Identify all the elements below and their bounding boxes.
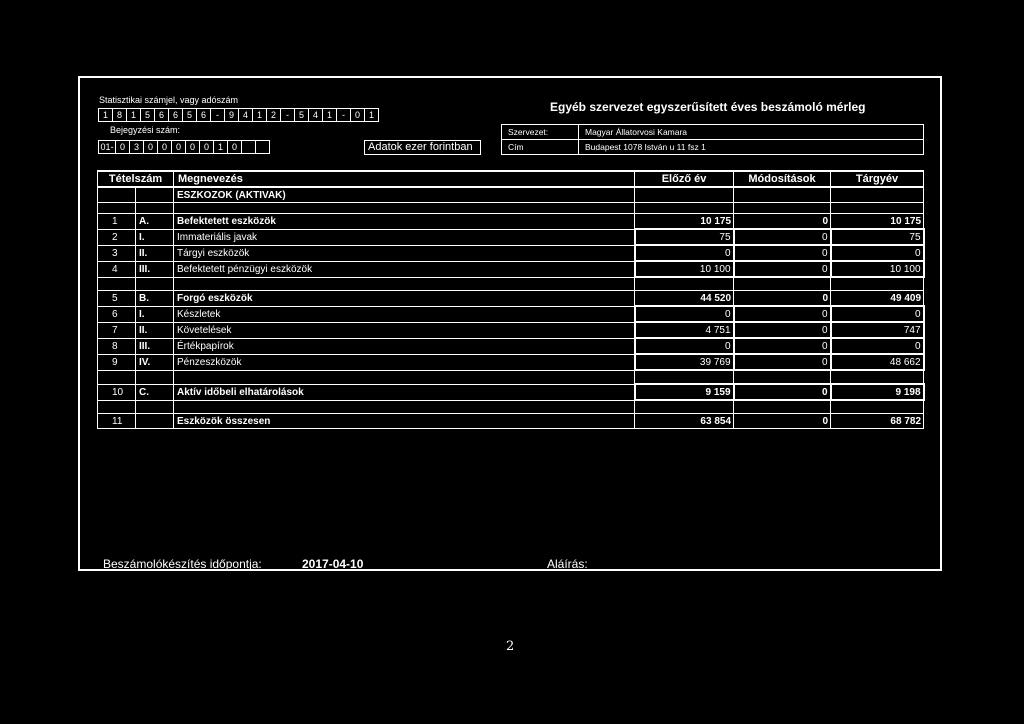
digit-cell: - bbox=[336, 108, 351, 122]
item-code: IV. bbox=[136, 354, 174, 370]
item-name: Aktív időbeli elhatárolások bbox=[174, 384, 635, 400]
date-value: 2017-04-10 bbox=[302, 557, 364, 571]
digit-cell: 4 bbox=[308, 108, 323, 122]
item-number: 1 bbox=[98, 214, 136, 230]
current-year-value: 10 100 bbox=[831, 261, 924, 277]
modification-value: 0 bbox=[734, 291, 831, 307]
modification-value: 0 bbox=[734, 414, 831, 429]
digit-cell: 0 bbox=[143, 140, 158, 154]
address-value: Budapest 1078 István u 11 fsz 1 bbox=[579, 140, 924, 155]
date-label: Beszámolókészítés időpontja: bbox=[103, 557, 262, 571]
prev-year-value: 44 520 bbox=[635, 291, 734, 307]
current-year-value: 9 198 bbox=[831, 384, 924, 400]
current-year-value: 75 bbox=[831, 229, 924, 245]
digit-cell: 0 bbox=[199, 140, 214, 154]
item-code bbox=[136, 414, 174, 429]
prev-year-value: 10 100 bbox=[635, 261, 734, 277]
digit-cell: 1 bbox=[213, 140, 228, 154]
table-row bbox=[98, 338, 924, 354]
modification-value: 0 bbox=[734, 338, 831, 354]
modification-value: 0 bbox=[734, 261, 831, 277]
table-row bbox=[98, 322, 924, 338]
digit-cell: 0 bbox=[227, 140, 242, 154]
item-name: Forgó eszközök bbox=[174, 291, 635, 307]
item-code: I. bbox=[136, 229, 174, 245]
item-number: 11 bbox=[98, 414, 136, 429]
current-year-value: 747 bbox=[831, 322, 924, 338]
col-item-no: Tételszám bbox=[98, 171, 174, 187]
digit-cell: 9 bbox=[224, 108, 239, 122]
item-code: C. bbox=[136, 384, 174, 400]
digit-cell bbox=[241, 140, 256, 154]
signature-label: Aláírás: bbox=[547, 557, 588, 571]
stat-number-digits bbox=[98, 108, 378, 122]
table-row bbox=[98, 245, 924, 261]
col-prev-year: Előző év bbox=[635, 171, 734, 187]
prev-year-value: 63 854 bbox=[635, 414, 734, 429]
spacer-row bbox=[98, 370, 924, 384]
document-title: Egyéb szervezet egyszerűsített éves beszámoló mérleg bbox=[550, 100, 866, 114]
org-value: Magyar Állatorvosi Kamara bbox=[579, 125, 924, 140]
modification-value: 0 bbox=[734, 229, 831, 245]
modification-value: 0 bbox=[734, 384, 831, 400]
item-code: B. bbox=[136, 291, 174, 307]
digit-cell: 6 bbox=[154, 108, 169, 122]
item-name: Pénzeszközök bbox=[174, 354, 635, 370]
item-name: Értékpapírok bbox=[174, 338, 635, 354]
currency-note: Adatok ezer forintban bbox=[368, 141, 473, 153]
item-name: Befektetett pénzügyi eszközök bbox=[174, 261, 635, 277]
spacer-row bbox=[98, 203, 924, 214]
digit-cell: 8 bbox=[112, 108, 127, 122]
registration-label: Bejegyzési szám: bbox=[110, 125, 181, 135]
item-code: I. bbox=[136, 306, 174, 322]
digit-cell: 4 bbox=[238, 108, 253, 122]
digit-cell: 0 bbox=[185, 140, 200, 154]
current-year-value: 48 662 bbox=[831, 354, 924, 370]
org-row bbox=[502, 125, 924, 140]
item-number: 3 bbox=[98, 245, 136, 261]
modification-value: 0 bbox=[734, 354, 831, 370]
item-number: 7 bbox=[98, 322, 136, 338]
item-code: II. bbox=[136, 322, 174, 338]
digit-cell: - bbox=[280, 108, 295, 122]
digit-cell: 01- bbox=[98, 140, 116, 154]
item-code: II. bbox=[136, 245, 174, 261]
item-number: 9 bbox=[98, 354, 136, 370]
current-year-value: 49 409 bbox=[831, 291, 924, 307]
digit-cell: 0 bbox=[115, 140, 130, 154]
digit-cell: 0 bbox=[350, 108, 365, 122]
digit-cell: 3 bbox=[129, 140, 144, 154]
digit-cell: 0 bbox=[157, 140, 172, 154]
current-year-value: 0 bbox=[831, 306, 924, 322]
digit-cell: 1 bbox=[252, 108, 267, 122]
col-name: Megnevezés bbox=[174, 171, 635, 187]
col-current-year: Tárgyév bbox=[831, 171, 924, 187]
digit-cell bbox=[255, 140, 270, 154]
digit-cell: 1 bbox=[322, 108, 337, 122]
table-row bbox=[98, 229, 924, 245]
prev-year-value: 39 769 bbox=[635, 354, 734, 370]
item-number: 8 bbox=[98, 338, 136, 354]
item-number: 4 bbox=[98, 261, 136, 277]
registration-digits bbox=[98, 140, 269, 154]
prev-year-value: 10 175 bbox=[635, 214, 734, 230]
digit-cell: 1 bbox=[364, 108, 379, 122]
modification-value: 0 bbox=[734, 214, 831, 230]
item-name: Tárgyi eszközök bbox=[174, 245, 635, 261]
col-modifications: Módosítások bbox=[734, 171, 831, 187]
item-number: 2 bbox=[98, 229, 136, 245]
prev-year-value: 0 bbox=[635, 306, 734, 322]
digit-cell: 1 bbox=[98, 108, 113, 122]
item-name: Immateriális javak bbox=[174, 229, 635, 245]
table-row bbox=[98, 354, 924, 370]
address-row bbox=[502, 140, 924, 155]
prev-year-value: 0 bbox=[635, 245, 734, 261]
digit-cell: - bbox=[210, 108, 225, 122]
digit-cell: 6 bbox=[168, 108, 183, 122]
current-year-value: 0 bbox=[831, 245, 924, 261]
item-name: Követelések bbox=[174, 322, 635, 338]
org-label: Szervezet: bbox=[502, 125, 579, 140]
item-code: III. bbox=[136, 338, 174, 354]
organization-info bbox=[501, 124, 924, 155]
current-year-value: 68 782 bbox=[831, 414, 924, 429]
table-row bbox=[98, 291, 924, 307]
section-title-row bbox=[98, 187, 924, 203]
modification-value: 0 bbox=[734, 306, 831, 322]
current-year-value: 10 175 bbox=[831, 214, 924, 230]
item-number: 10 bbox=[98, 384, 136, 400]
prev-year-value: 9 159 bbox=[635, 384, 734, 400]
page-number: 2 bbox=[506, 639, 515, 654]
digit-cell: 0 bbox=[171, 140, 186, 154]
currency-note-box bbox=[364, 140, 481, 155]
item-name: Eszközök összesen bbox=[174, 414, 635, 429]
digit-cell: 5 bbox=[182, 108, 197, 122]
table-row bbox=[98, 306, 924, 322]
stat-number-label: Statisztikai számjel, vagy adószám bbox=[99, 95, 239, 105]
table-row bbox=[98, 414, 924, 429]
address-label: Cím bbox=[502, 140, 579, 155]
table-row bbox=[98, 261, 924, 277]
item-code: III. bbox=[136, 261, 174, 277]
digit-cell: 5 bbox=[140, 108, 155, 122]
table-row bbox=[98, 214, 924, 230]
table-row bbox=[98, 384, 924, 400]
item-code: A. bbox=[136, 214, 174, 230]
section-title: ESZKOZOK (AKTIVAK) bbox=[174, 187, 635, 203]
balance-sheet-table bbox=[97, 170, 925, 429]
table-header-row bbox=[98, 171, 924, 187]
modification-value: 0 bbox=[734, 245, 831, 261]
digit-cell: 1 bbox=[126, 108, 141, 122]
digit-cell: 6 bbox=[196, 108, 211, 122]
spacer-row bbox=[98, 277, 924, 291]
digit-cell: 2 bbox=[266, 108, 281, 122]
spacer-row bbox=[98, 400, 924, 414]
prev-year-value: 4 751 bbox=[635, 322, 734, 338]
item-number: 5 bbox=[98, 291, 136, 307]
modification-value: 0 bbox=[734, 322, 831, 338]
item-number: 6 bbox=[98, 306, 136, 322]
item-name: Készletek bbox=[174, 306, 635, 322]
digit-cell: 5 bbox=[294, 108, 309, 122]
current-year-value: 0 bbox=[831, 338, 924, 354]
prev-year-value: 0 bbox=[635, 338, 734, 354]
item-name: Befektetett eszközök bbox=[174, 214, 635, 230]
prev-year-value: 75 bbox=[635, 229, 734, 245]
